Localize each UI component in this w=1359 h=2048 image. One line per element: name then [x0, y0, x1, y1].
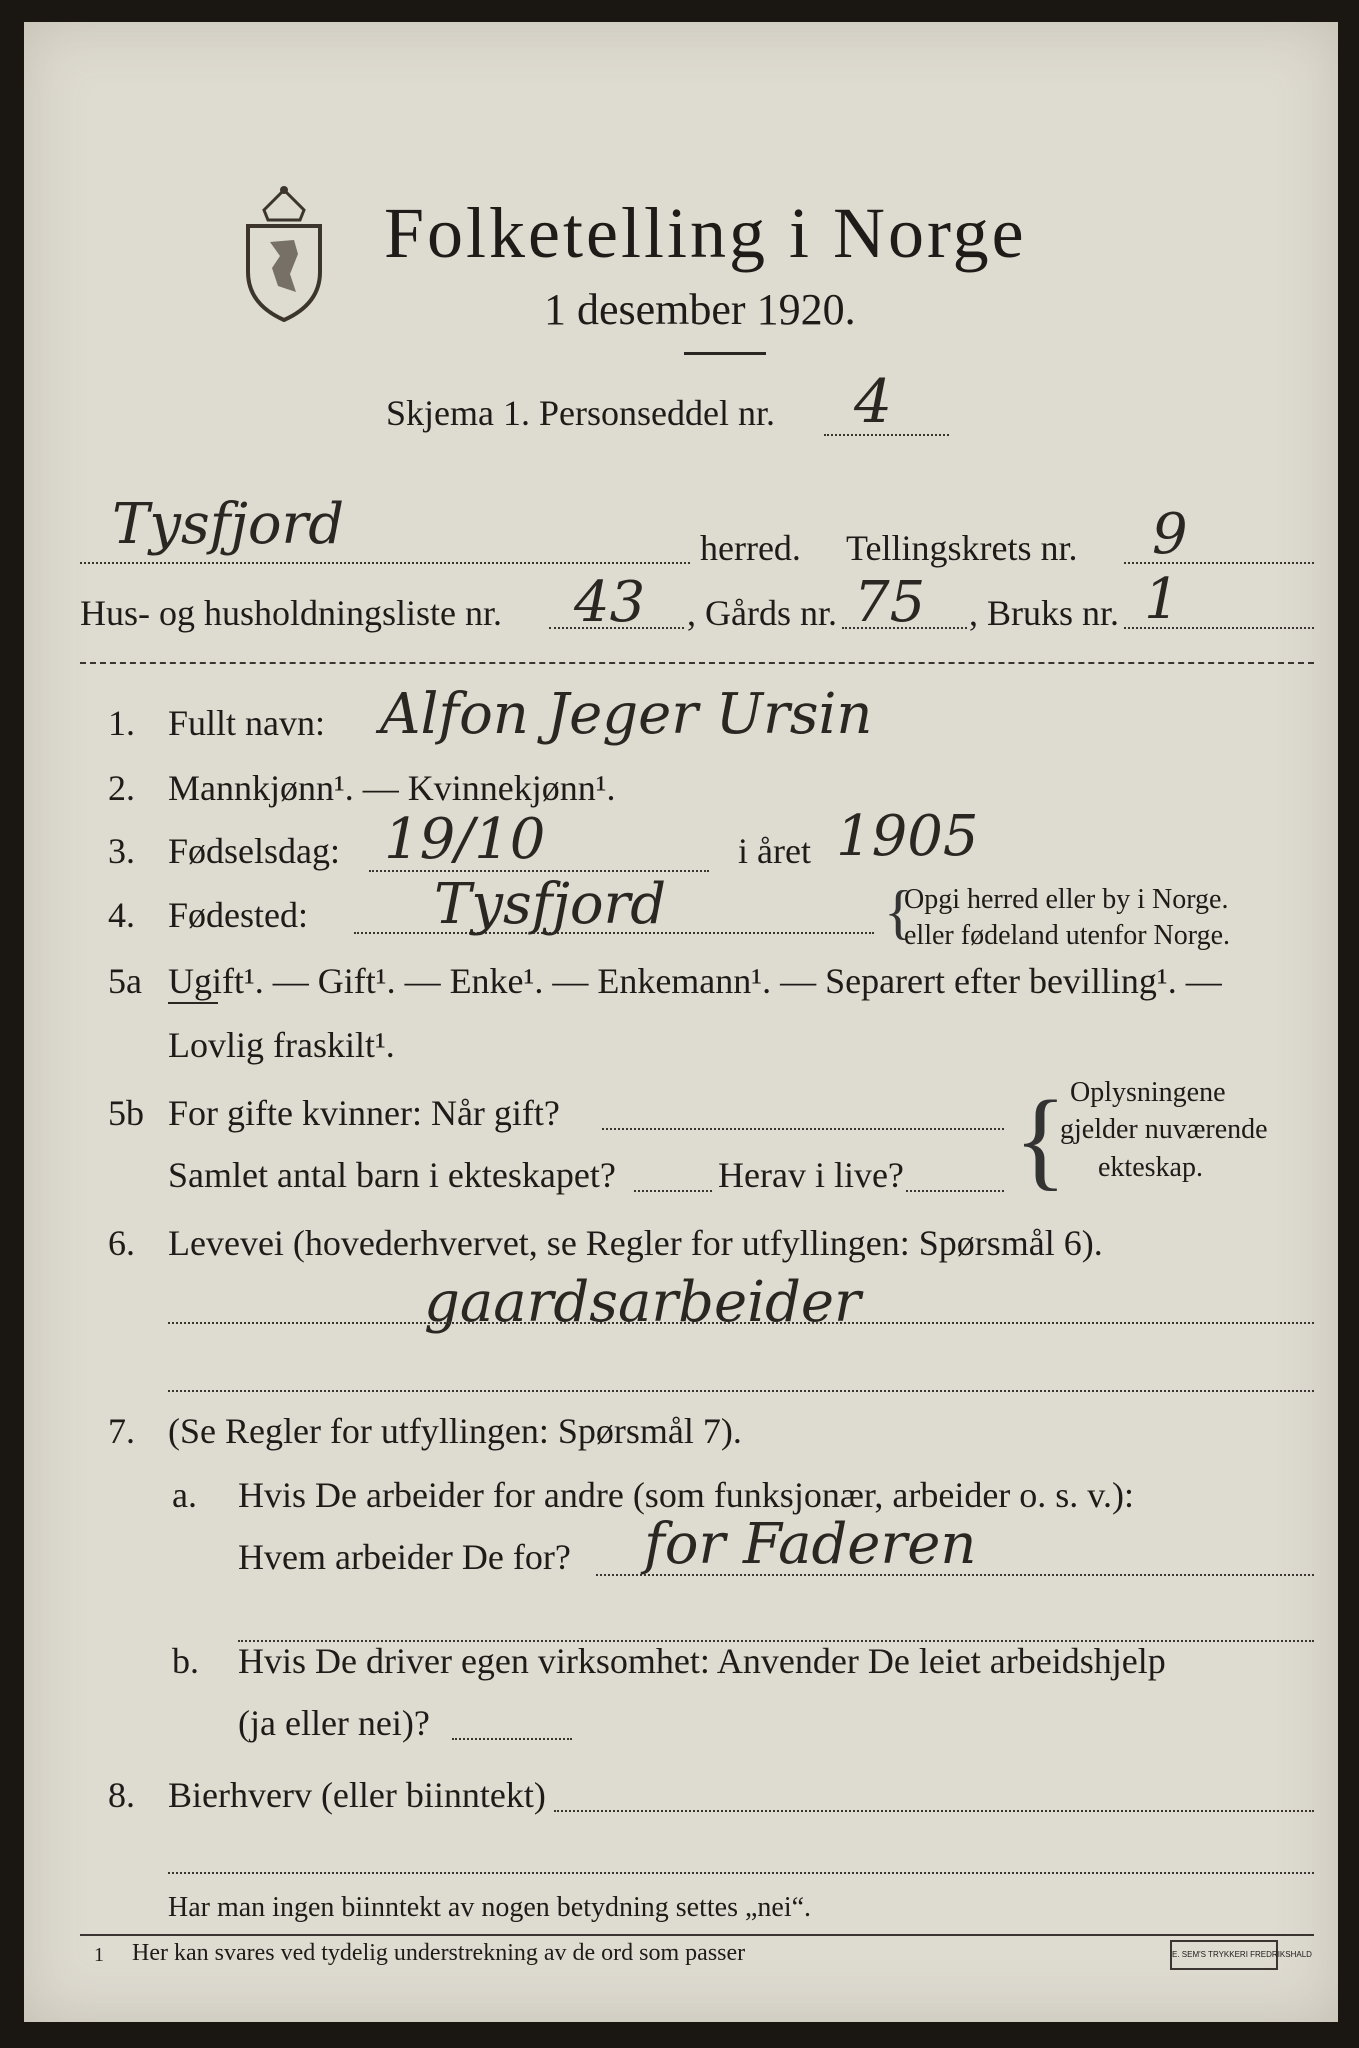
coat-of-arms-icon — [234, 182, 334, 322]
q6-number: 6. — [108, 1223, 135, 1263]
gards-number: 75 — [854, 570, 926, 635]
footnote-number: 1 — [94, 1944, 104, 1966]
q7a-number: a. — [172, 1475, 197, 1515]
q4-label: Fødested: — [168, 895, 308, 935]
q8-number: 8. — [108, 1775, 135, 1815]
q4-note-line1: Opgi herred eller by i Norge. — [904, 884, 1229, 915]
footer-divider — [80, 1934, 1314, 1936]
q7a-label-line2: Hvem arbeider De for? — [238, 1537, 571, 1577]
q1-label: Fullt navn: — [168, 703, 326, 743]
husholdning-number: 43 — [574, 570, 646, 635]
q7b-label-line2: (ja eller nei)? — [238, 1703, 430, 1743]
q2-label: Mannkjønn¹. — Kvinnekjønn¹. — [168, 768, 616, 808]
footer-note: Har man ingen biinntekt av nogen betydning settes „nei“. — [168, 1892, 812, 1923]
herred-value: Tysfjord — [112, 492, 345, 557]
q5a-number: 5a — [108, 961, 142, 1001]
bruks-label: , Bruks nr. — [969, 593, 1120, 633]
herred-label: herred. — [700, 528, 801, 568]
q7a-label: Hvis De arbeider for andre (som funksjonær, arbeider o. s. v.): — [238, 1475, 1134, 1515]
gards-label: , Gårds nr. — [687, 593, 837, 633]
personseddel-number: 4 — [854, 367, 893, 437]
q2-number: 2. — [108, 768, 135, 808]
birth-year-value: 1905 — [836, 804, 979, 869]
q5a-label-line2: Lovlig fraskilt¹. — [168, 1025, 395, 1065]
q5b-note-line3: ekteskap. — [1098, 1152, 1203, 1183]
birthplace-value: Tysfjord — [434, 872, 667, 937]
q4-number: 4. — [108, 895, 135, 935]
tellingskrets-label: Tellingskrets nr. — [846, 528, 1078, 568]
q7-number: 7. — [108, 1411, 135, 1451]
q7b-label: Hvis De driver egen virksomhet: Anvender De leiet arbeidshjelp — [238, 1641, 1166, 1681]
q3-label: Fødselsdag: — [168, 831, 341, 871]
q6-label: Levevei (hovederhvervet, se Regler for utfyllingen: Spørsmål 6). — [168, 1223, 1103, 1263]
birth-date-value: 19/10 — [384, 807, 546, 872]
employer-value: for Faderen — [644, 1512, 977, 1577]
q5b-label-line2: Samlet antal barn i ekteskapet? — [168, 1155, 616, 1195]
q5b-note-line2: gjelder nuværende — [1060, 1114, 1268, 1145]
census-date: 1 desember 1920. — [544, 285, 856, 334]
printer-stamp: E. SEM'S TRYKKERI FREDRIKSHALD — [1170, 1940, 1278, 1970]
full-name-value: Alfon Jeger Ursin — [380, 682, 873, 747]
ugift-underline — [168, 1002, 218, 1004]
title-divider — [684, 352, 766, 355]
year-label: i året — [738, 831, 811, 871]
q8-label: Bierhverv (eller biinntekt) — [168, 1775, 546, 1815]
q7-label: (Se Regler for utfyllingen: Spørsmål 7). — [168, 1411, 742, 1451]
form-title: Folketelling i Norge — [384, 193, 1027, 273]
q4-note-line2: eller fødeland utenfor Norge. — [904, 920, 1231, 951]
q1-number: 1. — [108, 703, 135, 743]
section-divider — [80, 662, 1314, 664]
tellingskrets-number: 9 — [1152, 502, 1188, 567]
skjema-label: Skjema 1. Personseddel nr. — [386, 393, 775, 433]
q7b-number: b. — [172, 1641, 199, 1681]
q5b-number: 5b — [108, 1093, 144, 1133]
footnote: Her kan svares ved tydelig understrekning av de ord som passer — [132, 1940, 746, 1966]
q5b-label-line3: Herav i live? — [718, 1155, 904, 1195]
husholdning-label: Hus- og husholdningsliste nr. — [80, 593, 503, 633]
bruks-number: 1 — [1144, 567, 1180, 632]
q5b-note-line1: Oplysningene — [1070, 1077, 1226, 1108]
q5a-label: Ugift¹. — Gift¹. — Enke¹. — Enkemann¹. — Separert efter bevilling¹. — — [168, 961, 1222, 1001]
occupation-value: gaardsarbeider — [424, 1270, 861, 1335]
q5b-label: For gifte kvinner: Når gift? — [168, 1093, 560, 1133]
census-form: Folketelling i Norge 1 desember 1920. Skjema 1. Personseddel nr. 4 Tysfjord herred. Tellingskrets nr. 9 Hus- og husholdningsliste nr. 43 , Gårds nr. 75 , Bruks nr. 1 1. Fullt navn: Alfon Jeger Ursin 2. Mannkjønn¹. — Kvinnekjønn¹. 3. Fødselsdag: 19/10 i året 1905 4. Fødested: Tysfjord { Opgi herred eller by i Norge. eller fødeland utenfor Norge. 5a Ugift¹. — Gift¹. — Enke¹. — Enkemann¹. — Separert efter bevilling¹. — Lovlig fraskilt¹. 5b For gifte kvinner: Når gift? Samlet antal barn i ekteskapet? Herav i live? { Oplysningene gjelder nuværende ekteskap. 6. Levevei (hovederhvervet, se Regler for utfyllingen: Spørsmål 6). gaardsarbeider 7. (Se Regler for utfyllingen: Spørsmål 7). a. Hvis De arbeider for andre (som funksjonær, arbeider o. s. v.): Hvem arbeider De for? for Faderen b. Hvis De driver egen virksomhet: Anvender De leiet arbeidshjelp (ja eller nei)? 8. Bierhverv (eller biinntekt) Har man ingen biinntekt av nogen betydning settes „nei“. 1 Her kan svares ved tydelig understrekning av de ord som passer E. SEM'S TRYKKERI FREDRIKSHALD — [24, 22, 1338, 2022]
q3-number: 3. — [108, 831, 135, 871]
